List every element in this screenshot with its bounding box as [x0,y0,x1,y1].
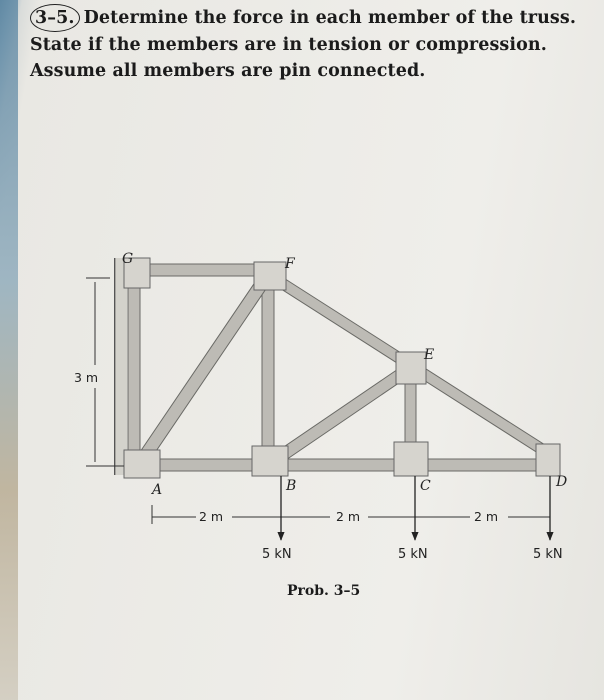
load-label-D: 5 kN [533,547,563,562]
wall-support [115,258,127,475]
joint-label-C: C [420,478,431,494]
span-label-1: 2 m [199,509,224,524]
truss-members [128,264,556,471]
joint-label-B: B [286,478,297,494]
load-label-B: 5 kN [262,547,292,562]
member-BE [272,365,412,464]
member-FB [262,270,274,465]
joint-label-F: F [285,256,295,272]
problem-number: 3–5. [30,4,80,32]
joint-label-A: A [152,482,163,498]
height-label: 3 m [74,370,99,385]
problem-body: Determine the force in each member of the truss. State if the members are in tension or compression. Assume all members are pin connected. [30,8,577,81]
member-AD [128,459,556,471]
gusset-plates [124,258,560,478]
joint-label-G: G [122,251,134,267]
span-label-3: 2 m [474,509,499,524]
joint-label-D: D [556,474,568,490]
member-AF [140,272,272,460]
load-arrows [281,476,550,540]
span-label-2: 2 m [336,509,361,524]
figure-caption: Prob. 3–5 [287,583,361,599]
joint-label-E: E [424,347,435,363]
member-GA [128,264,140,471]
load-label-C: 5 kN [398,547,428,562]
